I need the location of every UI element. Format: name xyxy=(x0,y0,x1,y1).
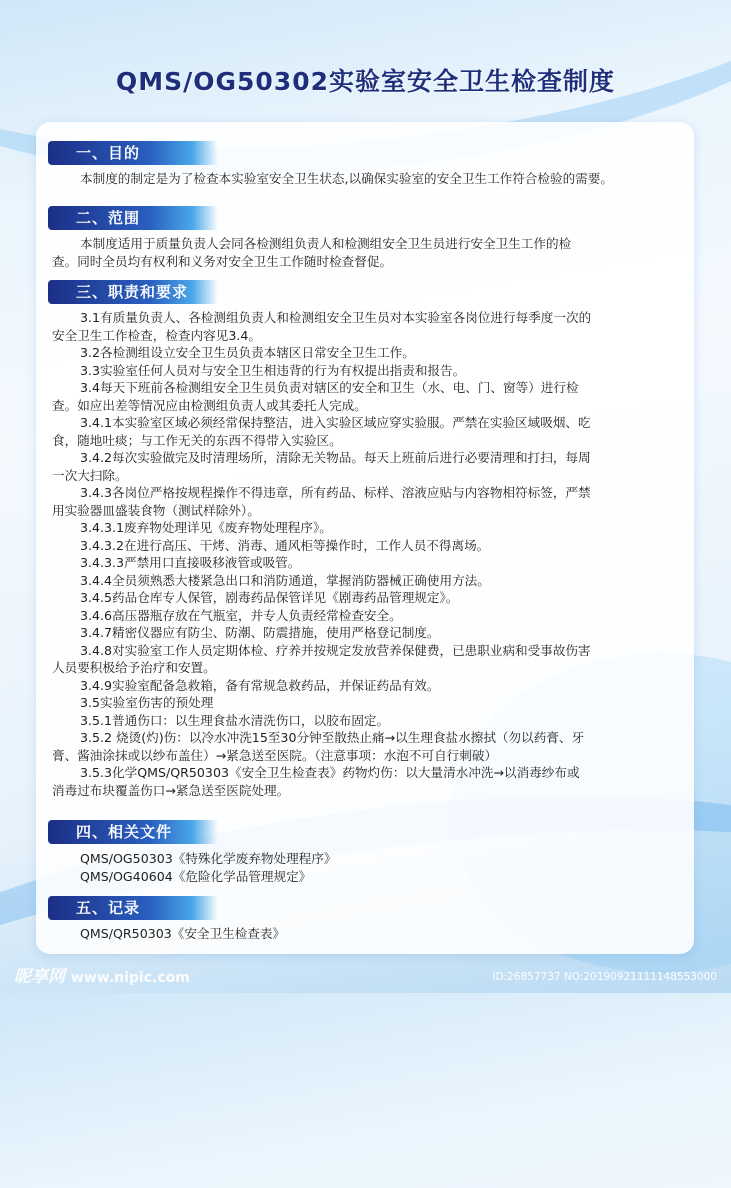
duty-line: 3.2各检测组设立安全卫生员负责本辖区日常安全卫生工作。 xyxy=(80,345,415,360)
record-line: QMS/QR50303《安全卫生检查表》 xyxy=(80,926,286,941)
watermark-url: www.nipic.com xyxy=(70,970,190,986)
duty-line: 3.5.3化学QMS/QR50303《安全卫生检查表》药物灼伤：以大量清水冲洗→以消毒纱布或 xyxy=(80,765,580,780)
duty-line: 3.4.2每次实验做完及时清理场所，清除无关物品。每天上班前后进行必要清理和打扫，每周 xyxy=(80,450,591,465)
duty-line: 安全卫生工作检查，检查内容见3.4。 xyxy=(52,327,261,343)
duties-text xyxy=(52,309,682,799)
duty-line: 3.5.2 烧烫(灼)伤：以冷水冲洗15至30分钟至散热止痛→以生理食盐水擦拭（勿以药膏、牙 xyxy=(80,730,585,745)
records-text xyxy=(52,925,682,943)
duty-line: 3.4.3各岗位严格按规程操作不得违章，所有药品、标样、溶液应贴与内容物相符标签，严禁 xyxy=(80,485,591,500)
duty-line: 3.4.6高压器瓶存放在气瓶室，并专人负责经常检查安全。 xyxy=(80,607,402,623)
duty-line: 3.4.7精密仪器应有防尘、防潮、防震措施，使用严格登记制度。 xyxy=(80,625,440,640)
duty-line: 3.4.4全员须熟悉大楼紧急出口和消防通道，掌握消防器械正确使用方法。 xyxy=(80,572,490,588)
duty-line: 膏、酱油涂抹或以纱布盖住）→紧急送至医院。（注意事项：水泡不可自行刺破） xyxy=(52,747,498,763)
duty-line: 消毒过布块覆盖伤口→紧急送至医院处理。 xyxy=(52,782,290,798)
duty-line: 食，随地吐痰；与工作无关的东西不得带入实验区。 xyxy=(52,432,342,448)
section-heading-records: 五、记录 xyxy=(48,896,218,920)
duty-line: 3.4.1本实验室区域必须经常保持整洁，进入实验区域应穿实验服。严禁在实验区域吸烟、吃 xyxy=(80,415,591,430)
scope-text xyxy=(52,235,682,270)
duty-line: 3.5实验室伤害的预处理 xyxy=(80,695,214,710)
related-docs-text xyxy=(52,850,682,885)
duty-line: 3.4.3.1废弃物处理详见《废弃物处理程序》。 xyxy=(80,520,332,535)
duty-line: 3.5.1普通伤口：以生理食盐水清洗伤口，以胶布固定。 xyxy=(80,712,390,728)
duty-line: 3.4.9实验室配备急救箱，备有常规急救药品，并保证药品有效。 xyxy=(80,677,440,693)
scope-line: 查。同时全员均有权利和义务对安全卫生工作随时检查督促。 xyxy=(52,253,393,269)
duty-line: 一次大扫除。 xyxy=(52,467,128,483)
duty-line: 人员要积极给予治疗和安置。 xyxy=(52,660,216,675)
watermark-id: ID:26857737 NO:20190921111148553000 xyxy=(492,971,717,983)
duty-line: 3.3实验室任何人员对与安全卫生相违背的行为有权提出指责和报告。 xyxy=(80,362,466,378)
section-heading-scope: 二、范围 xyxy=(48,206,218,230)
watermark-brand xyxy=(14,962,190,987)
duty-line: 3.4.3.2在进行高压、干烤、消毒、通风柜等操作时，工作人员不得离场。 xyxy=(80,537,490,553)
related-doc-line: QMS/OG50303《特殊化学废弃物处理程序》 xyxy=(80,851,337,866)
section-heading-duties: 三、职责和要求 xyxy=(48,280,218,304)
page-title: QMS/OG50302实验室安全卫生检查制度 xyxy=(115,67,615,96)
duty-line: 3.1有质量负责人、各检测组负责人和检测组安全卫生员对本实验室各岗位进行每季度一次的 xyxy=(80,310,592,325)
duty-line: 用实验器皿盛装食物（测试样除外）。 xyxy=(52,502,260,518)
related-doc-line: QMS/OG40604《危险化学品管理规定》 xyxy=(80,868,312,884)
duty-line: 3.4.3.3严禁用口直接吸移液管或吸管。 xyxy=(80,555,301,570)
purpose-text xyxy=(52,170,682,188)
duty-line: 查。如应出差等情况应由检测组负责人或其委托人完成。 xyxy=(52,397,367,413)
purpose-line: 本制度的制定是为了检查本实验室安全卫生状态,以确保实验室的安全卫生工作符合检验的需要。 xyxy=(80,171,613,186)
section-heading-purpose: 一、目的 xyxy=(48,141,218,165)
duty-line: 3.4每天下班前各检测组安全卫生员负责对辖区的安全和卫生（水、电、门、窗等）进行检 xyxy=(80,380,579,395)
watermark-brand-text: 昵享网 xyxy=(14,967,65,987)
duty-line: 3.4.5药品仓库专人保管，剧毒药品保管详见《剧毒药品管理规定》。 xyxy=(80,590,459,605)
duty-line: 3.4.8对实验室工作人员定期体检、疗养并按规定发放营养保健费，已患职业病和受事故伤害 xyxy=(80,642,591,658)
section-heading-related-docs: 四、相关文件 xyxy=(48,820,218,844)
scope-line: 本制度适用于质量负责人会同各检测组负责人和检测组安全卫生员进行安全卫生工作的检 xyxy=(80,236,572,251)
